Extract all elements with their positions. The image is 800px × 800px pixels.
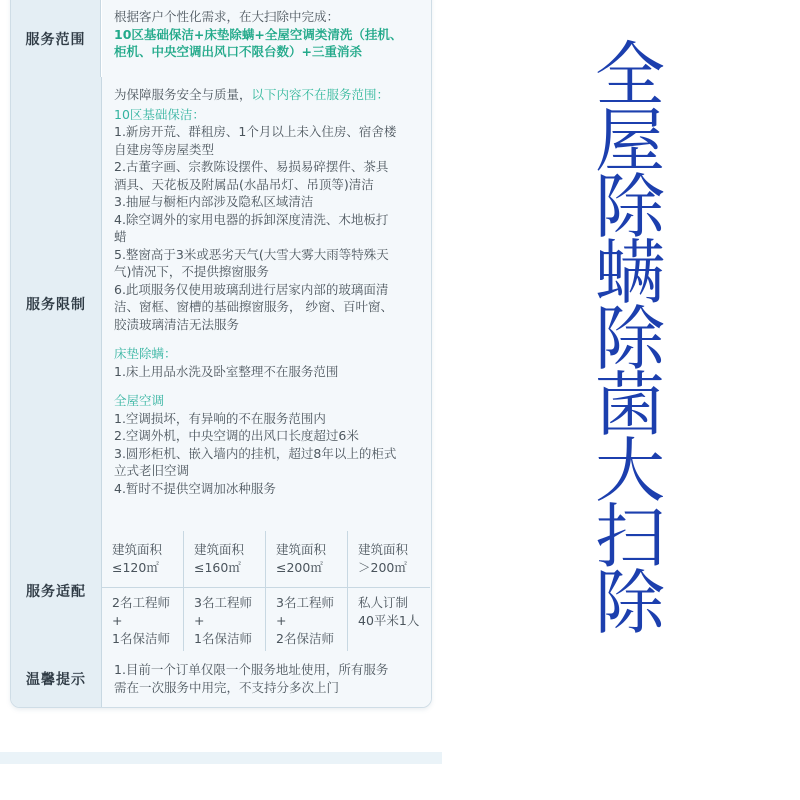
service-scope-content (102, 0, 431, 77)
service-scope-label: 服务范围 (11, 0, 101, 77)
section-title: 全屋空调 (114, 393, 165, 408)
title-char: 全 (595, 34, 665, 116)
limit-line: 5.整窗高于3米或恶劣天气(大雪大雾大雨等特殊天 (114, 246, 389, 262)
limit-line: 1.床上用品水洗及卧室整理不在服务范围 (114, 363, 339, 379)
limit-line: 立式老旧空调 (114, 463, 190, 478)
title-char: 菌 (595, 364, 665, 446)
limit-line: 6.此项服务仅使用玻璃刮进行居家内部的玻璃面清 (114, 281, 389, 297)
fit-area-value: ≤160㎡ (194, 560, 241, 575)
scope-highlight-line: 10区基础保洁+床垫除螨+全屋空调类清洗（挂机、 (114, 26, 403, 42)
service-fit-row (11, 531, 431, 652)
service-limits-label: 服务限制 (11, 77, 102, 531)
limit-line: 2.空调外机，中央空调的出风口长度超过6米 (114, 428, 359, 443)
title-char: 大 (595, 430, 665, 512)
fit-area-value: ≤200㎡ (276, 560, 323, 575)
scope-highlight-line: 柜机、中央空调出风口不限台数）+三重消杀 (114, 44, 362, 59)
tips-label: 温馨提示 (11, 651, 102, 707)
fit-staff-line: 3名工程师+ (194, 595, 252, 628)
tips-line: 1.目前一个订单仅限一个服务地址使用，所有服务 (114, 662, 389, 677)
title-char: 扫 (595, 496, 665, 578)
title-char: 屋 (595, 100, 665, 182)
limit-line: 自建房等房屋类型 (114, 141, 215, 157)
limit-line: 酒具、天花板及附属品(水晶吊灯、吊顶等)清洁 (114, 176, 374, 192)
fit-area-label: 建筑面积 (112, 542, 163, 557)
fit-staff-line: 2名保洁师 (276, 631, 334, 646)
fit-area-value: ＞200㎡ (358, 560, 407, 575)
fit-area-label: 建筑面积 (194, 542, 245, 557)
limit-line: 洁、窗框、窗槽的基础擦窗服务， 纱窗、百叶窗、 (114, 299, 393, 314)
section-title: 床垫除螨： (114, 346, 177, 361)
limit-line: 蜡 (114, 229, 127, 244)
fit-staff-line: 1名保洁师 (112, 631, 170, 646)
limit-line: 气)情况下，不提供擦窗服务 (114, 264, 269, 279)
service-fit-table (102, 531, 431, 651)
limit-line: 胶渍玻璃清洁无法服务 (114, 316, 240, 332)
limit-line: 2.古董字画、宗教陈设摆件、易损易碎摆件、茶具 (114, 159, 389, 174)
fit-staff-line: 2名工程师+ (112, 595, 170, 628)
fit-staff-line: 1名保洁师 (194, 631, 252, 646)
fit-area-cell (102, 531, 184, 588)
limits-intro (114, 86, 421, 104)
limit-line: 4.除空调外的家用电器的拆卸深度清洗、木地板打 (114, 211, 389, 227)
title-char: 除 (595, 298, 665, 380)
page-title (580, 34, 680, 644)
tips-content (102, 651, 431, 707)
service-limits-content (102, 77, 431, 531)
limit-line: 1.空调损坏，有异响的不在服务范围内 (114, 410, 326, 426)
fit-staff-cell (348, 588, 430, 651)
fit-staff-line: 3名工程师+ (276, 595, 334, 628)
fit-area-cell (184, 531, 266, 588)
scope-line: 根据客户个性化需求，在大扫除中完成： (114, 9, 340, 24)
limit-line: 3.抽屉与橱柜内部涉及隐私区域清洁 (114, 194, 314, 209)
tips-row (11, 651, 431, 707)
limit-line: 1.新房开荒、群租房、1个月以上未入住房、宿舍楼 (114, 124, 397, 139)
fit-staff-cell (184, 588, 266, 651)
fit-area-cell (266, 531, 348, 588)
fit-staff-line: 私人订制 (358, 595, 409, 610)
service-fit-label: 服务适配 (11, 531, 102, 651)
bottom-divider (0, 752, 442, 764)
title-char: 除 (595, 562, 665, 644)
limit-line: 4.暂时不提供空调加冰种服务 (114, 480, 276, 496)
section-title: 10区基础保洁： (114, 106, 205, 122)
service-limits-row (11, 77, 431, 532)
service-info-card (10, 0, 432, 708)
fit-staff-line: 40平米1人 (358, 613, 420, 628)
limits-intro-plain: 为保障服务安全与质量， (114, 87, 252, 102)
fit-staff-cell (102, 588, 184, 651)
title-char: 除 (595, 166, 665, 248)
limit-line: 3.圆形柜机、嵌入墙内的挂机，超过8年以上的柜式 (114, 445, 397, 461)
service-scope-row (11, 0, 431, 78)
fit-area-label: 建筑面积 (276, 542, 327, 557)
title-char: 螨 (595, 232, 665, 314)
fit-area-value: ≤120㎡ (112, 560, 159, 575)
tips-line: 需在一次服务中用完，不支持分多次上门 (114, 679, 340, 695)
fit-area-cell (348, 531, 430, 588)
fit-staff-cell (266, 588, 348, 651)
limits-intro-green: 以下内容不在服务范围： (251, 87, 390, 102)
fit-area-label: 建筑面积 (358, 542, 409, 557)
